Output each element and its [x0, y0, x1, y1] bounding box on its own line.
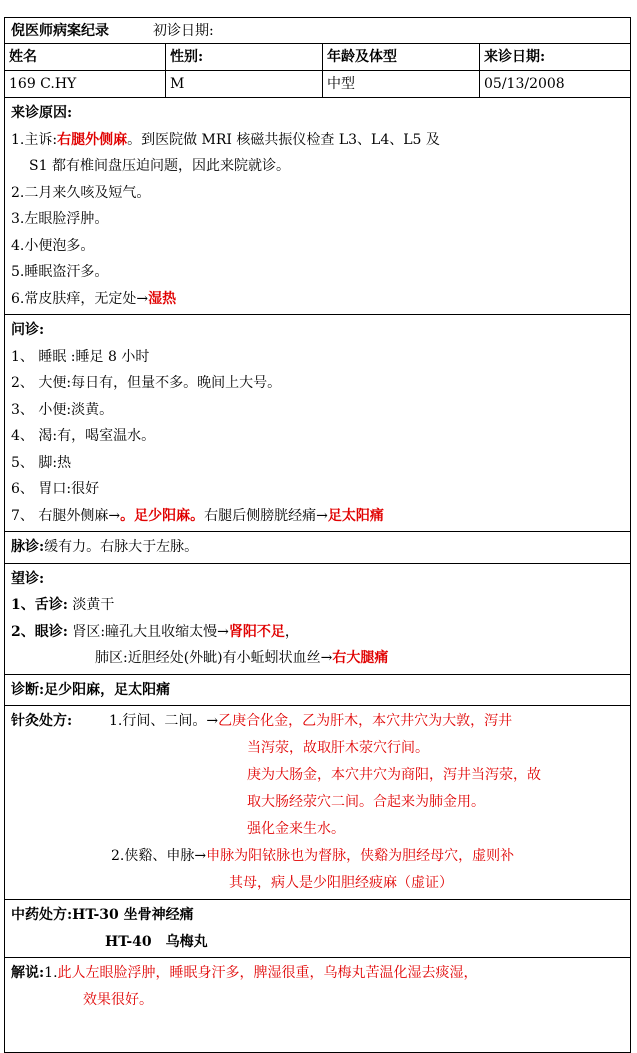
inquiry-item: 1、 睡眠 :睡足 8 小时	[11, 348, 150, 365]
gender-header: 性别:	[166, 44, 323, 70]
reason-item-5: 5.睡眠盗汗多。	[11, 264, 109, 280]
observation-section	[5, 564, 630, 675]
explanation-num: 1.	[44, 965, 58, 981]
diagnosis-text: 足少阳麻，足太阳痛	[44, 681, 171, 698]
eye-diagnosis	[11, 619, 624, 646]
reason-item-2: 2.二月来久咳及短气。	[11, 184, 151, 201]
herbal-item-1-text: HT-30 坐骨神经痛	[72, 907, 194, 923]
reason-item-6	[11, 286, 624, 313]
acupuncture-item-2-note: 其母，病人是少阳胆经疲麻（虚证）	[229, 875, 453, 891]
age-build-header: 年龄及体型	[323, 44, 480, 70]
acupuncture-item-1-note: 取大肠经荥穴二间。合起来为肺金用。	[247, 794, 485, 810]
reason-item-6-prefix: 6.常皮肤痒，无定处→	[11, 290, 149, 307]
tongue-label: 1、舌诊:	[11, 597, 68, 613]
inquiry-item: 6、 胃口:很好	[11, 481, 100, 497]
inquiry-item: 2、 大便:每日有，但量不多。晚间上大号。	[11, 375, 282, 391]
inquiry-label: 问诊:	[11, 322, 45, 338]
reason-item-4: 4.小便泡多。	[11, 237, 95, 254]
case-record-sheet	[4, 17, 631, 1053]
acupuncture-item-1-note: 强化金来生水。	[247, 821, 345, 837]
inquiry-item-7-mid: 右腿后侧膀胱经痛→	[204, 507, 328, 524]
reason-item-1-rest: 。到医院做 MRI 核磁共振仪检查 L3、L4、L5 及	[127, 131, 440, 148]
patient-build: 中型	[323, 71, 480, 97]
pulse-section	[5, 532, 630, 564]
acupuncture-item-1-points: 1.行间、二间。→	[109, 713, 219, 729]
eye-highlight-1: 肾阳不足	[228, 623, 285, 640]
inquiry-section	[5, 315, 630, 532]
eye-text-2: 肺区:近胆经处(外眦)有小蚯蚓状血丝→	[95, 650, 333, 666]
acupuncture-label: 针灸处方:	[11, 713, 73, 729]
herbal-item-1	[11, 902, 624, 929]
inquiry-item-7-prefix: 7、 右腿外侧麻→	[11, 507, 121, 524]
record-title: 倪医师病案纪录	[11, 23, 109, 39]
diagnosis-section	[5, 675, 630, 707]
acupuncture-item-2	[11, 843, 624, 870]
explanation-line-1	[11, 960, 624, 987]
patient-name: 169 C.HY	[5, 71, 166, 97]
inquiry-item-7-highlight-1: 。足少阳麻。	[120, 507, 205, 524]
explanation-section	[5, 958, 630, 1052]
pulse-label: 脉诊:	[11, 539, 45, 555]
reason-label: 来诊原因:	[11, 105, 73, 121]
eye-diagnosis-2	[11, 645, 624, 672]
patient-row	[5, 71, 630, 98]
eye-label: 2、眼诊:	[11, 623, 68, 640]
eye-comma: ，	[284, 623, 299, 640]
explanation-text-1: 此人左眼脸浮肿，睡眠身汗多，脾湿很重，乌梅丸苦温化湿去痰湿，	[57, 965, 478, 981]
visit-date: 05/13/2008	[484, 76, 565, 92]
reason-item-1-line2: S1 都有椎间盘压迫问题，因此来院就诊。	[29, 158, 290, 174]
acupuncture-item-1-note: 当泻荥，故取肝木荥穴行间。	[247, 740, 429, 756]
acupuncture-section	[5, 706, 630, 900]
diagnosis-line	[11, 677, 624, 704]
reason-item-1-highlight: 右腿外侧麻	[57, 131, 128, 148]
inquiry-item: 5、 脚:热	[11, 454, 72, 471]
explanation-line-2: 效果很好。	[83, 991, 153, 1008]
herbal-item-2: HT-40 乌梅丸	[105, 933, 208, 950]
tongue-text: 淡黄干	[72, 597, 115, 613]
reason-item-1-prefix: 1.主诉:	[11, 131, 58, 148]
tongue-diagnosis	[11, 592, 624, 619]
observation-label: 望诊:	[11, 570, 45, 587]
inquiry-item: 3、 小便:淡黄。	[11, 401, 114, 418]
eye-text-1: 肾区:瞳孔大且收缩太慢→	[72, 623, 229, 640]
acupuncture-item-2-note: 申脉为阳铱脉也为督脉，侠谿为胆经母穴，虚则补	[206, 848, 515, 864]
record-title-row	[5, 18, 630, 44]
reason-item-3: 3.左眼脸浮肿。	[11, 211, 109, 227]
inquiry-item-7-highlight-2: 足太阳痛	[327, 507, 384, 524]
eye-highlight-2: 右大腿痛	[332, 650, 389, 666]
header-row	[5, 44, 630, 71]
inquiry-item: 4、 渴:有，喝室温水。	[11, 428, 156, 444]
acupuncture-item-2-points: 2.侠谿、申脉→	[111, 848, 207, 864]
acupuncture-item-1	[11, 708, 624, 735]
first-visit-label: 初诊日期:	[153, 23, 214, 39]
explanation-label: 解说:	[11, 965, 45, 981]
reason-section	[5, 98, 630, 315]
reason-item-1	[11, 127, 624, 154]
pulse-line	[11, 534, 624, 561]
acupuncture-item-1-note: 乙庚合化金，乙为肝木，本穴井穴为大敦，泻井	[218, 713, 513, 729]
patient-gender: M	[166, 71, 323, 97]
name-header: 姓名	[5, 44, 166, 70]
reason-item-6-highlight: 湿热	[148, 290, 177, 307]
diagnosis-label: 诊断:	[11, 681, 45, 698]
visit-date-header: 来诊日期:	[484, 49, 546, 65]
pulse-text: 缓有力。右脉大于左脉。	[44, 539, 199, 555]
inquiry-item-7	[11, 503, 624, 530]
herbal-label: 中药处方:	[11, 907, 73, 923]
herbal-section	[5, 900, 630, 958]
acupuncture-item-1-note: 庚为大肠金，本穴井穴为商阳，泻井当泻荥，故	[247, 767, 541, 783]
